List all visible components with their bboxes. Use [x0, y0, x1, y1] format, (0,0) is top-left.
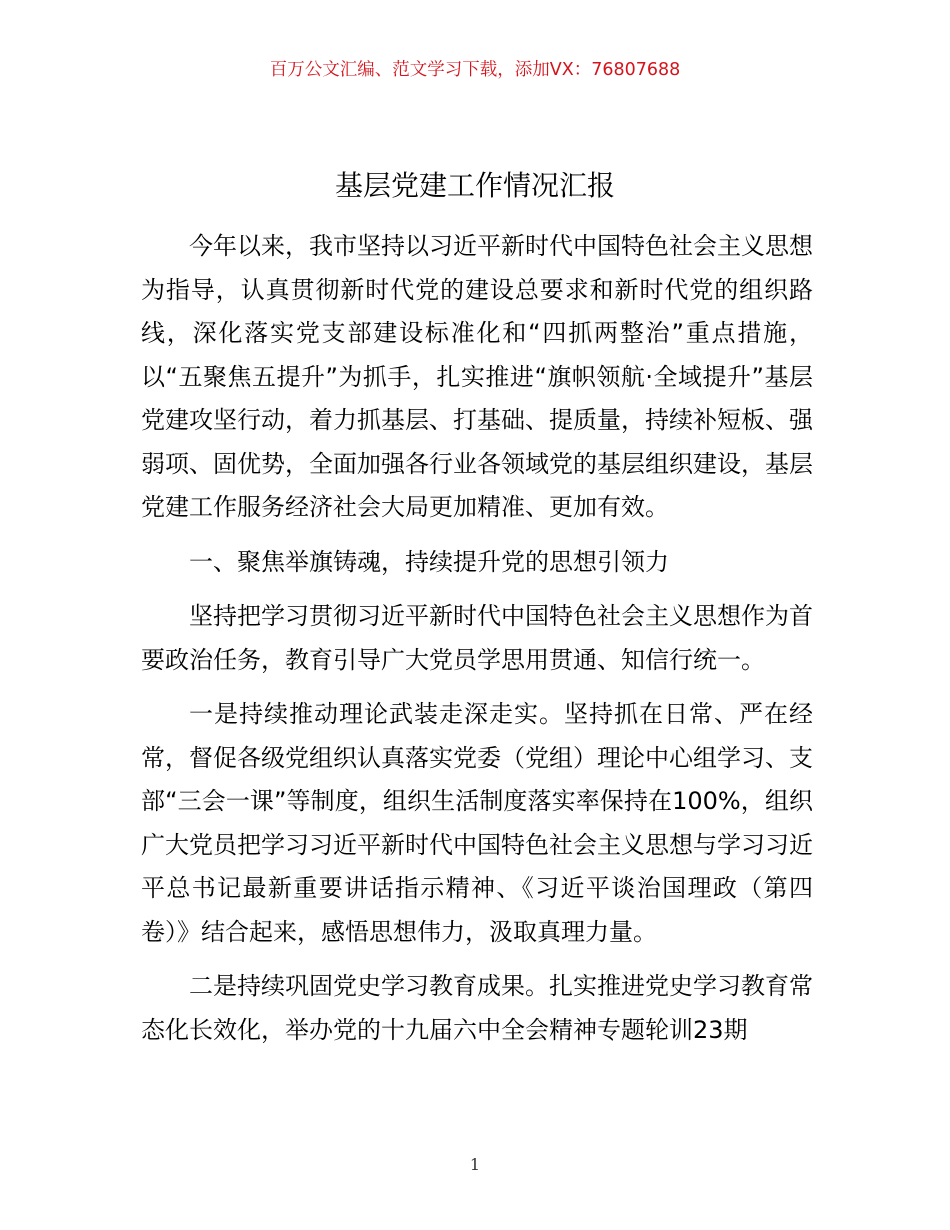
page-number: 1 — [469, 1155, 481, 1174]
header-banner: 百万公文汇编、范文学习下载，添加VX：76807688 — [269, 60, 681, 80]
document-body — [141, 225, 813, 1063]
paragraph-point-1: 一是持续推动理论武装走深走实。坚持抓在日常、严在经常，督促各级党组织认真落实党委（党组）理论中心组学习、支部“三会一课”等制度，组织生活制度落实率保持在100%，组织广大党员把学习习近平新时代中国特色社会主义思想与学习习近平总书记最新重要讲话指示精神、《习近平谈治国理政（第四卷）》结合起来，感悟思想伟力，汲取真理力量。 — [141, 700, 813, 946]
paragraph-intro: 今年以来，我市坚持以习近平新时代中国特色社会主义思想为指导，认真贯彻新时代党的建设总要求和新时代党的组织路线，深化落实党支部建设标准化和“四抓两整治”重点措施，以“五聚焦五提升”为抓手，扎实推进“旗帜领航·全域提升”基层党建攻坚行动，着力抓基层、打基础、提质量，持续补短板、强弱项、固优势，全面加强各行业各领域党的基层组织建设，基层党建工作服务经济社会大局更加精准、更加有效。 — [141, 232, 813, 521]
paragraph-section-1-summary: 坚持把学习贯彻习近平新时代中国特色社会主义思想作为首要政治任务，教育引导广大党员学思用贯通、知信行统一。 — [141, 602, 813, 674]
document-title: 基层党建工作情况汇报 — [334, 169, 615, 202]
paragraph-point-2: 二是持续巩固党史学习教育成果。扎实推进党史学习教育常态化长效化，举办党的十九届六中全会精神专题轮训23期 — [141, 972, 813, 1044]
section-heading-1: 一、聚焦举旗铸魂，持续提升党的思想引领力 — [189, 547, 669, 576]
